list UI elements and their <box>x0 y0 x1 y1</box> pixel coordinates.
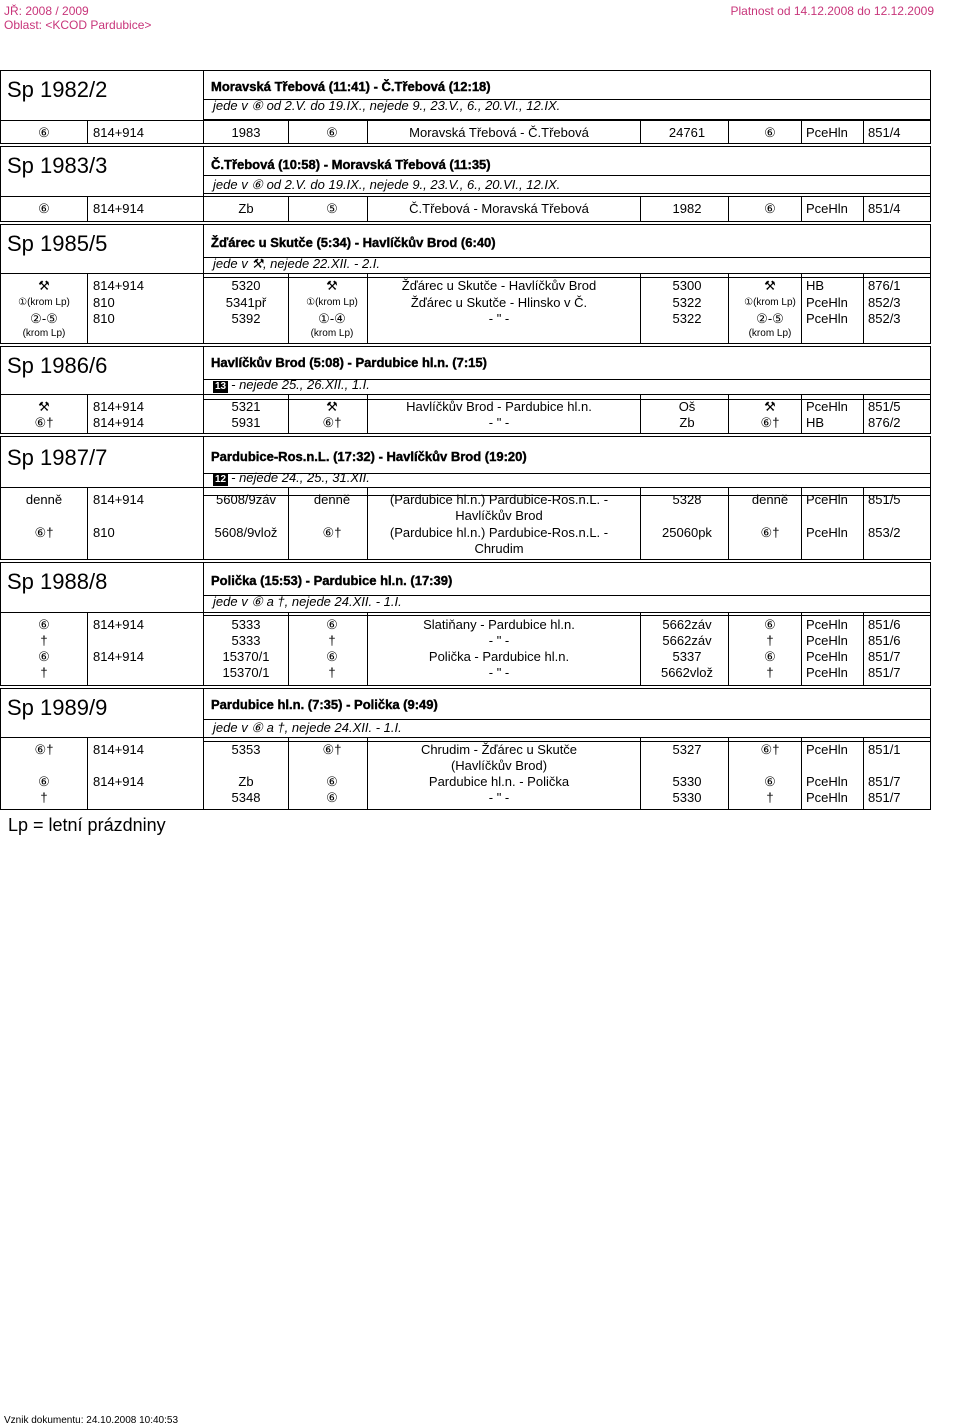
operating-note <box>213 470 370 486</box>
cell-c8: 851/1 <box>868 742 901 757</box>
cell-c8: 876/1 <box>868 278 901 293</box>
cell-c8: 851/7 <box>868 790 901 805</box>
column-divider <box>203 147 204 221</box>
column-divider <box>640 197 641 221</box>
cell-c1: 814+914 <box>93 742 144 757</box>
cell-c5: Zb <box>679 415 695 430</box>
cell-c0: ⑥ <box>38 649 50 664</box>
cell-c6: denně <box>751 492 789 507</box>
cell-c4: Chrudim <box>474 541 524 556</box>
operating-note <box>213 594 402 610</box>
note-text: - nejede 25., 26.XII., 1.I. <box>231 377 370 392</box>
cell-c3: (krom Lp) <box>310 328 354 339</box>
cell-c6: ⑥ <box>764 125 776 140</box>
cell-c2: 5348 <box>231 790 261 805</box>
cell-c3: denně <box>313 492 351 507</box>
cell-c1: 814+914 <box>93 201 144 216</box>
cell-c7: HB <box>806 415 825 430</box>
cell-c5: 5330 <box>672 790 702 805</box>
column-divider <box>863 121 864 143</box>
cell-c1: 814+914 <box>93 617 144 632</box>
cell-c5: 5327 <box>672 742 702 757</box>
cell-c2: 15370/1 <box>222 665 270 680</box>
note-text: jede v ⑥ a †, nejede 24.XII. - 1.I. <box>213 594 402 609</box>
header-divider <box>1 273 930 274</box>
cell-c3: ⑥† <box>322 525 342 540</box>
cell-c6: † <box>766 633 774 648</box>
cell-c5: 5662záv <box>662 633 712 648</box>
cell-c6: ⚒ <box>764 278 776 293</box>
cell-c3: † <box>328 665 336 680</box>
operating-note <box>213 98 560 114</box>
cell-c1: 810 <box>93 295 115 310</box>
cell-c4: - " - <box>488 790 510 805</box>
cell-c0: ⑥† <box>34 742 54 757</box>
cell-c6: ⚒ <box>764 399 776 414</box>
cell-c4: Žďárec u Skutče - Hlinsko v Č. <box>410 295 588 310</box>
cell-c0: ⚒ <box>38 278 50 293</box>
schedule-block <box>0 224 931 344</box>
column-divider <box>863 274 864 343</box>
cell-c8: 851/7 <box>868 665 901 680</box>
cell-c4: Žďárec u Skutče - Havlíčkův Brod <box>401 278 597 293</box>
cell-c1: 814+914 <box>93 278 144 293</box>
cell-c8: 876/2 <box>868 415 901 430</box>
header-divider <box>1 737 930 738</box>
column-divider <box>863 613 864 685</box>
header-region: Oblast: <KCOD Pardubice> <box>4 18 152 32</box>
note-text: jede v ⑥ od 2.V. do 19.IX., nejede 9., 23.V., 6., 20.VI., 12.IX. <box>213 177 561 192</box>
column-divider <box>87 395 88 433</box>
cell-c5: 1982 <box>672 201 702 216</box>
column-divider <box>288 197 289 221</box>
row-divider <box>203 175 930 176</box>
cell-c1: 814+914 <box>93 125 144 140</box>
train-number: Sp 1988/8 <box>7 569 108 594</box>
cell-c0: ⑥† <box>34 415 54 430</box>
cell-c7: PceHln <box>806 633 848 648</box>
cell-c2: Zb <box>238 201 254 216</box>
cell-c1: 810 <box>93 525 115 540</box>
cell-c2: Zb <box>238 774 254 789</box>
cell-c1: 810 <box>93 311 115 326</box>
cell-c3: ⑥† <box>322 742 342 757</box>
cell-c2: 5608/9vlož <box>214 525 278 540</box>
cell-c8: 851/5 <box>868 492 901 507</box>
column-divider <box>203 437 204 559</box>
cell-c2: 5931 <box>231 415 261 430</box>
header-divider <box>1 487 930 488</box>
cell-c8: 851/6 <box>868 617 901 632</box>
train-number: Sp 1986/6 <box>7 353 108 378</box>
cell-c8: 851/6 <box>868 633 901 648</box>
cell-c8: 852/3 <box>868 295 901 310</box>
column-divider <box>863 197 864 221</box>
column-divider <box>288 395 289 433</box>
cell-c4: (Havlíčkův Brod) <box>450 758 548 773</box>
column-divider <box>87 121 88 143</box>
cell-c2: 5392 <box>231 311 261 326</box>
cell-c5: 5662záv <box>662 617 712 632</box>
route-title: Pardubice-Ros.n.L. (17:32) - Havlíčkův Brod (19:20) <box>211 449 527 464</box>
cell-c8: 851/7 <box>868 774 901 789</box>
column-divider <box>203 71 204 143</box>
cell-c4: - " - <box>488 665 510 680</box>
operating-note <box>213 256 380 272</box>
cell-c6: (krom Lp) <box>748 328 792 339</box>
cell-c5: 5662vlož <box>660 665 714 680</box>
schedule-block <box>0 70 931 144</box>
cell-c8: 853/2 <box>868 525 901 540</box>
cell-c3: ①(krom Lp) <box>306 297 358 308</box>
cell-c3: ⑥ <box>326 774 338 789</box>
cell-c7: PceHln <box>806 311 848 326</box>
schedule-block <box>0 436 931 560</box>
column-divider <box>640 613 641 685</box>
cell-c4: Moravská Třebová - Č.Třebová <box>409 125 589 140</box>
column-divider <box>863 395 864 433</box>
train-number: Sp 1987/7 <box>7 445 108 470</box>
cell-c4: Pardubice hl.n. - Polička <box>428 774 570 789</box>
column-divider <box>863 488 864 559</box>
cell-c7: PceHln <box>806 774 848 789</box>
cell-c7: PceHln <box>806 201 848 216</box>
cell-c5: 5300 <box>672 278 702 293</box>
cell-c0: † <box>40 665 48 680</box>
cell-c0: ⑥ <box>38 617 50 632</box>
document-created: Vznik dokumentu: 24.10.2008 10:40:53 <box>4 1415 179 1426</box>
cell-c7: PceHln <box>806 492 848 507</box>
header-divider <box>1 196 930 197</box>
cell-c2: 5608/9záv <box>216 492 276 507</box>
train-number: Sp 1989/9 <box>7 695 108 720</box>
cell-c7: PceHln <box>806 125 848 140</box>
note-text: jede v ⚒, nejede 22.XII. - 2.I. <box>213 256 381 271</box>
note-text: jede v ⑥ od 2.V. do 19.IX., nejede 9., 23.V., 6., 20.VI., 12.IX. <box>213 98 561 113</box>
cell-c0: ①(krom Lp) <box>18 297 70 308</box>
cell-c0: ②-⑤ <box>30 311 58 326</box>
operating-note <box>213 720 402 736</box>
row-divider <box>203 615 930 616</box>
column-divider <box>87 274 88 343</box>
cell-c3: ⑥ <box>326 617 338 632</box>
cell-c0: ⚒ <box>38 399 50 414</box>
column-divider <box>640 121 641 143</box>
cell-c8: 851/7 <box>868 649 901 664</box>
cell-c4: (Pardubice hl.n.) Pardubice-Ros.n.L. - <box>389 525 609 540</box>
cell-c5: 25060pk <box>662 525 712 540</box>
cell-c3: ①-④ <box>318 311 346 326</box>
column-divider <box>288 121 289 143</box>
cell-c1: 814+914 <box>93 415 144 430</box>
route-title: Č.Třebová (10:58) - Moravská Třebová (11:35) <box>211 157 491 172</box>
header-left <box>4 4 151 32</box>
cell-c8: 851/4 <box>868 125 901 140</box>
cell-c7: PceHln <box>806 665 848 680</box>
header-validity: Platnost od 14.12.2008 do 12.12.2009 <box>730 4 934 18</box>
cell-c4: Chrudim - Žďárec u Skutče <box>420 742 578 757</box>
cell-c4: Slatiňany - Pardubice hl.n. <box>423 617 575 632</box>
cell-c4: Havlíčkův Brod - Pardubice hl.n. <box>406 399 592 414</box>
cell-c6: † <box>766 790 774 805</box>
cell-c6: ②-⑤ <box>756 311 784 326</box>
cell-c4: Havlíčkův Brod <box>455 508 543 523</box>
column-divider <box>203 689 204 809</box>
cell-c6: ⑥† <box>760 415 780 430</box>
cell-c7: PceHln <box>806 649 848 664</box>
cell-c8: 851/5 <box>868 399 901 414</box>
schedule-block <box>0 562 931 686</box>
cell-c3: ⑥ <box>326 790 338 805</box>
cell-c7: PceHln <box>806 742 848 757</box>
cell-c0: denně <box>25 492 63 507</box>
cell-c7: PceHln <box>806 399 848 414</box>
column-divider <box>640 738 641 809</box>
cell-c3: ⑤ <box>326 201 338 216</box>
cell-c6: ⑥ <box>764 649 776 664</box>
cell-c2: 15370/1 <box>222 649 270 664</box>
column-divider <box>640 395 641 433</box>
legend-lp: Lp = letní prázdniny <box>8 815 166 835</box>
cell-c1: 814+914 <box>93 774 144 789</box>
cell-c5: 24761 <box>668 125 706 140</box>
operating-note <box>213 177 560 193</box>
cell-c6: ⑥ <box>764 617 776 632</box>
route-title: Žďárec u Skutče (5:34) - Havlíčkův Brod (6:40) <box>211 235 496 250</box>
cell-c2: 5333 <box>231 617 261 632</box>
note-text: jede v ⑥ a †, nejede 24.XII. - 1.I. <box>213 720 402 735</box>
cell-c3: ⚒ <box>326 399 338 414</box>
cell-c6: † <box>766 665 774 680</box>
column-divider <box>288 274 289 343</box>
cell-c6: ⑥† <box>760 742 780 757</box>
cell-c0: (krom Lp) <box>22 328 66 339</box>
column-divider <box>87 738 88 809</box>
cell-c3: ⑥† <box>322 415 342 430</box>
column-divider <box>87 488 88 559</box>
cell-c2: 5321 <box>231 399 261 414</box>
cell-c4: Polička - Pardubice hl.n. <box>428 649 570 664</box>
route-title: Moravská Třebová (11:41) - Č.Třebová (12:18) <box>211 79 491 94</box>
cell-c1: 814+914 <box>93 399 144 414</box>
cell-c1: 814+914 <box>93 492 144 507</box>
cell-c2: 5353 <box>231 742 261 757</box>
header-divider <box>1 120 930 121</box>
cell-c4: - " - <box>488 415 510 430</box>
cell-c6: ⑥† <box>760 525 780 540</box>
cell-c5: 5330 <box>672 774 702 789</box>
cell-c6: ⑥ <box>764 201 776 216</box>
cell-c7: PceHln <box>806 790 848 805</box>
column-divider <box>203 225 204 343</box>
header-divider <box>1 394 930 395</box>
cell-c0: ⑥ <box>38 201 50 216</box>
cell-c4: (Pardubice hl.n.) Pardubice-Ros.n.L. - <box>389 492 609 507</box>
cell-c7: PceHln <box>806 295 848 310</box>
cell-c2: 1983 <box>231 125 261 140</box>
cell-c5: 5337 <box>672 649 702 664</box>
column-divider <box>640 488 641 559</box>
train-number: Sp 1982/2 <box>7 77 108 102</box>
cell-c7: PceHln <box>806 525 848 540</box>
cell-c5: 5328 <box>672 492 702 507</box>
cell-c5: 5322 <box>672 311 702 326</box>
cell-c0: ⑥† <box>34 525 54 540</box>
cell-c0: † <box>40 790 48 805</box>
cell-c5: 5322 <box>672 295 702 310</box>
cell-c4: - " - <box>488 311 510 326</box>
cell-c4: - " - <box>488 633 510 648</box>
train-number: Sp 1983/3 <box>7 153 108 178</box>
cell-c2: 5341př <box>225 295 267 310</box>
column-divider <box>203 563 204 685</box>
cell-c0: ⑥ <box>38 125 50 140</box>
row-divider <box>203 193 930 194</box>
cell-c2: 5320 <box>231 278 261 293</box>
column-divider <box>87 197 88 221</box>
column-divider <box>288 738 289 809</box>
schedule-block <box>0 346 931 434</box>
cell-c6: ⑥ <box>764 774 776 789</box>
cell-c5: Oš <box>678 399 696 414</box>
route-title: Polička (15:53) - Pardubice hl.n. (17:39) <box>211 573 453 588</box>
cell-c3: ⑥ <box>326 649 338 664</box>
cell-c1: 814+914 <box>93 649 144 664</box>
cell-c6: ①(krom Lp) <box>744 297 796 308</box>
schedule-block <box>0 146 931 222</box>
column-divider <box>640 274 641 343</box>
header-timetable: JŘ: 2008 / 2009 <box>4 4 89 18</box>
cell-c2: 5333 <box>231 633 261 648</box>
column-divider <box>288 488 289 559</box>
cell-c3: ⚒ <box>326 278 338 293</box>
route-title: Havlíčkův Brod (5:08) - Pardubice hl.n. (7:15) <box>211 355 487 370</box>
train-number: Sp 1985/5 <box>7 231 108 256</box>
cell-c3: ⑥ <box>326 125 338 140</box>
cell-c7: PceHln <box>806 617 848 632</box>
header-divider <box>1 612 930 613</box>
cell-c4: Č.Třebová - Moravská Třebová <box>409 201 589 216</box>
note-code-box: 12 <box>215 474 227 485</box>
cell-c8: 851/4 <box>868 201 901 216</box>
note-code-box: 13 <box>215 381 227 392</box>
note-text: - nejede 24., 25., 31.XII. <box>231 470 370 485</box>
cell-c7: HB <box>806 278 825 293</box>
operating-note <box>213 377 370 393</box>
cell-c0: † <box>40 633 48 648</box>
route-title: Pardubice hl.n. (7:35) - Polička (9:49) <box>211 697 438 712</box>
column-divider <box>288 613 289 685</box>
column-divider <box>863 738 864 809</box>
cell-c8: 852/3 <box>868 311 901 326</box>
cell-c3: † <box>328 633 336 648</box>
schedule-block <box>0 688 931 810</box>
cell-c0: ⑥ <box>38 774 50 789</box>
column-divider <box>203 347 204 433</box>
column-divider <box>87 613 88 685</box>
